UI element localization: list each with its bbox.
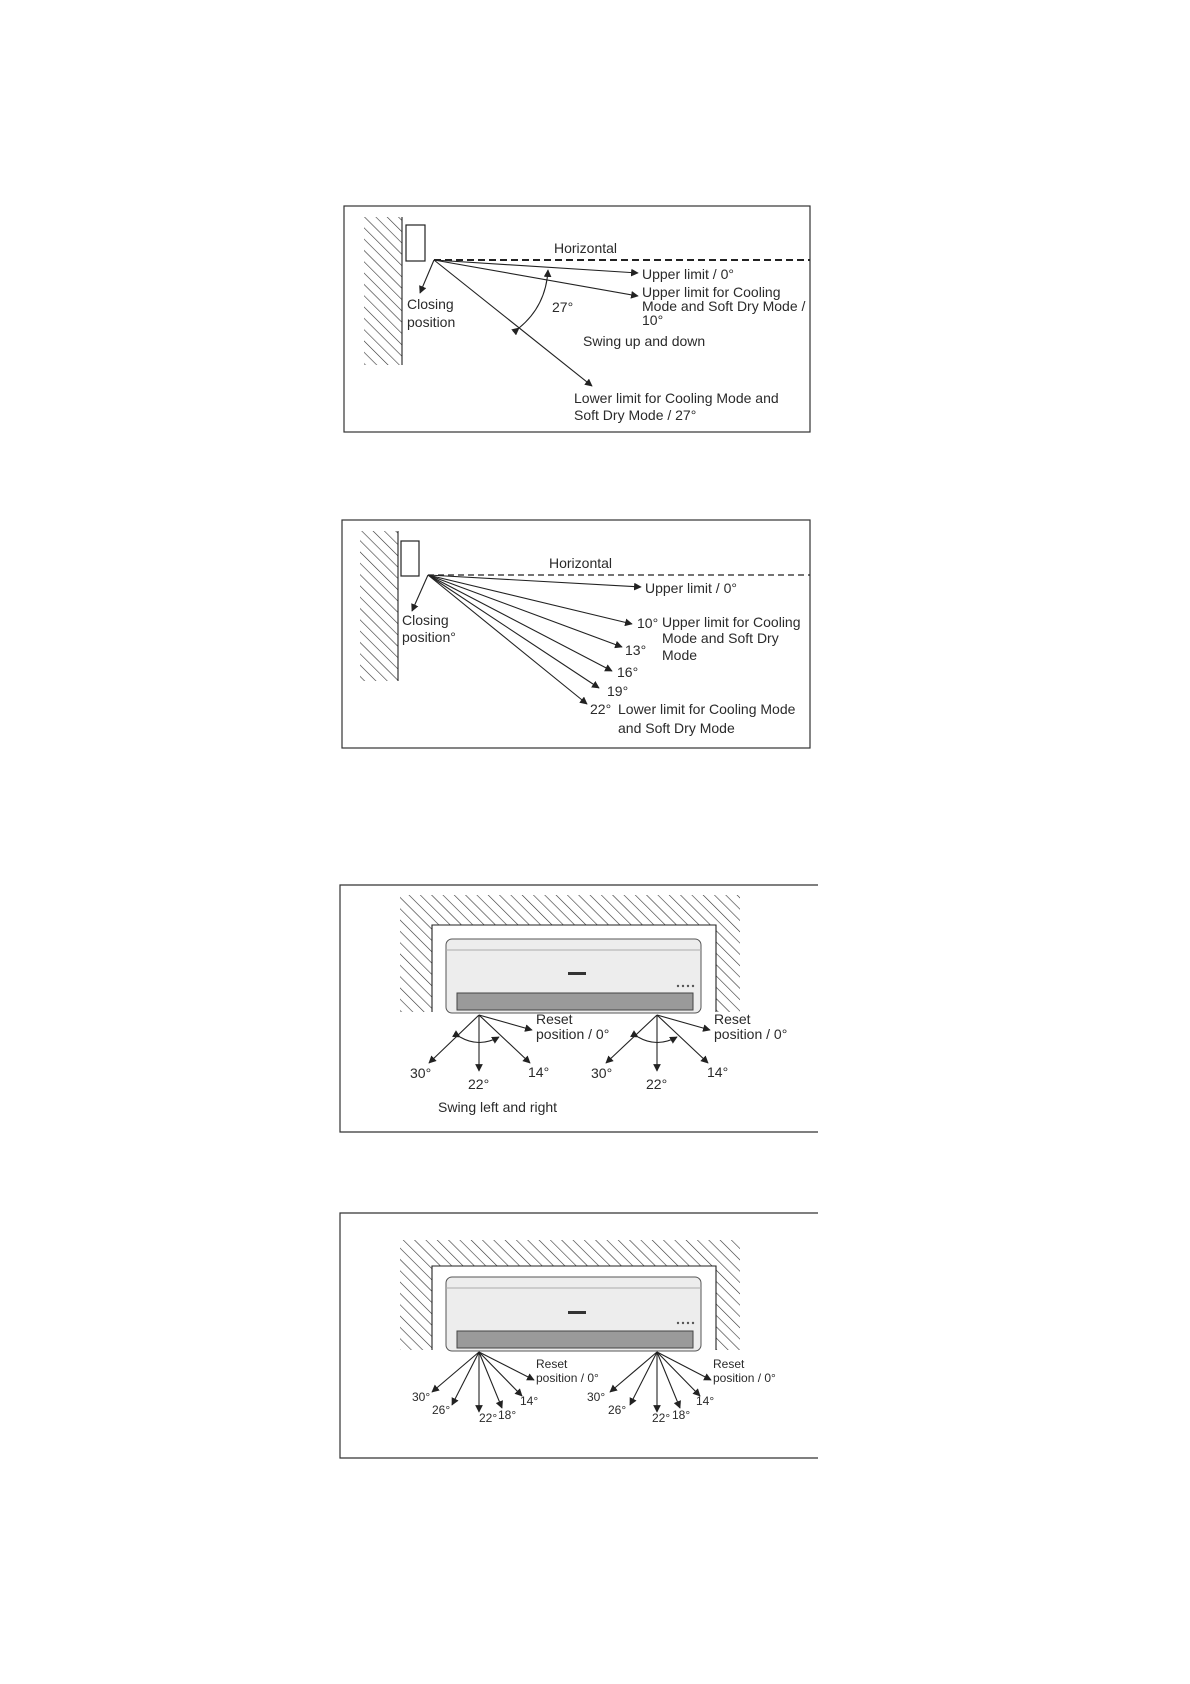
label-reset-left-2: position / 0° [536, 1371, 599, 1385]
label-upper-cooling-1: Upper limit for Cooling [642, 284, 781, 300]
diagram-swing-left-right-1 [340, 885, 818, 1132]
label-lower-2: and Soft Dry Mode [618, 720, 735, 736]
label-upper-cooling-3: Mode [662, 647, 698, 663]
label-upper-limit: Upper limit / 0° [642, 266, 734, 282]
label-18-right: 18° [672, 1408, 691, 1422]
label-22-right: 22° [646, 1076, 668, 1092]
label-reset-right-2: position / 0° [713, 1371, 776, 1385]
label-lower-1: Lower limit for Cooling Mode and [574, 390, 779, 406]
arrow-30 [432, 1352, 479, 1392]
label-swing: Swing up and down [583, 333, 706, 349]
label-upper-cooling-2: Mode and Soft Dry Mode / [642, 298, 806, 314]
diagram-swing-up-down-1 [344, 206, 810, 432]
louver [457, 1331, 693, 1348]
label-14-left: 14° [528, 1064, 550, 1080]
unit-logo [568, 972, 586, 975]
label-26-right: 26° [608, 1403, 627, 1417]
label-22-left: 22° [468, 1076, 490, 1092]
arrow-closing [420, 260, 434, 293]
indoor-unit-side [406, 225, 425, 261]
label-angle-19: 19° [607, 683, 629, 699]
label-horizontal: Horizontal [554, 240, 618, 256]
label-angle-27: 27° [552, 299, 574, 315]
arrow-30 [606, 1015, 657, 1063]
label-18-left: 18° [498, 1408, 517, 1422]
label-reset-right-2: position / 0° [714, 1026, 788, 1042]
label-lower-1: Lower limit for Cooling Mode [618, 701, 796, 717]
arrow-26 [452, 1352, 479, 1405]
label-reset-left-1: Reset [536, 1011, 573, 1027]
diagram-swing-left-right-2 [340, 1213, 818, 1458]
label-14-right: 14° [707, 1064, 729, 1080]
indoor-unit-side [401, 541, 419, 576]
diagram-swing-up-down-2 [342, 520, 810, 748]
arrow-13 [428, 575, 622, 647]
wall-hatch [360, 531, 398, 681]
label-upper-limit: Upper limit / 0° [645, 580, 737, 596]
arrow-reset [657, 1352, 711, 1380]
arrow-18 [657, 1352, 680, 1408]
label-30-left: 30° [412, 1390, 431, 1404]
label-angle-10: 10° [637, 615, 659, 631]
arrow-14 [479, 1352, 522, 1396]
label-14-left: 14° [520, 1394, 539, 1408]
arrow-group-right [606, 1015, 710, 1071]
arrow-lower-limit [434, 260, 592, 386]
arrow-16 [428, 575, 612, 671]
label-reset-right-1: Reset [714, 1011, 751, 1027]
arrow-closing [412, 575, 428, 611]
wall-hatch [364, 217, 402, 365]
label-horizontal: Horizontal [549, 555, 613, 571]
swing-arc [519, 270, 548, 328]
louver [457, 993, 693, 1010]
label-upper-cooling-1: Upper limit for Cooling [662, 614, 801, 630]
unit-logo [568, 1311, 586, 1314]
arrow-14 [657, 1352, 700, 1396]
arrow-upper-limit [434, 260, 638, 273]
label-angle-16: 16° [617, 664, 639, 680]
label-30-right: 30° [587, 1390, 606, 1404]
arrow-26 [630, 1352, 657, 1405]
label-30-right: 30° [591, 1065, 613, 1081]
arrow-reset [479, 1352, 534, 1380]
label-angle-13: 13° [625, 642, 647, 658]
label-30-left: 30° [410, 1065, 432, 1081]
arrow-30 [429, 1015, 479, 1063]
label-reset-left-1: Reset [536, 1357, 568, 1371]
label-angle-22: 22° [590, 701, 612, 717]
label-reset-right-1: Reset [713, 1357, 745, 1371]
label-upper-cooling-2: Mode and Soft Dry [662, 630, 779, 646]
label-22-right: 22° [652, 1411, 671, 1425]
label-26-left: 26° [432, 1403, 451, 1417]
arrow-18 [479, 1352, 502, 1408]
label-upper-cooling-3: 10° [642, 312, 664, 328]
arrow-upper-cooling [434, 260, 638, 296]
label-14-right: 14° [696, 1394, 715, 1408]
label-closing-1: Closing [407, 296, 454, 312]
arrow-group-left [429, 1015, 532, 1071]
label-closing-2: position [407, 314, 456, 330]
label-swing-left-right: Swing left and right [438, 1099, 558, 1115]
label-closing-1: Closing [402, 612, 449, 628]
label-22-left: 22° [479, 1411, 498, 1425]
arrow-30 [610, 1352, 657, 1392]
label-reset-left-2: position / 0° [536, 1026, 610, 1042]
label-closing-2: position° [402, 629, 456, 645]
label-lower-2: Soft Dry Mode / 27° [574, 407, 697, 423]
arrow-upper-limit [428, 575, 641, 587]
